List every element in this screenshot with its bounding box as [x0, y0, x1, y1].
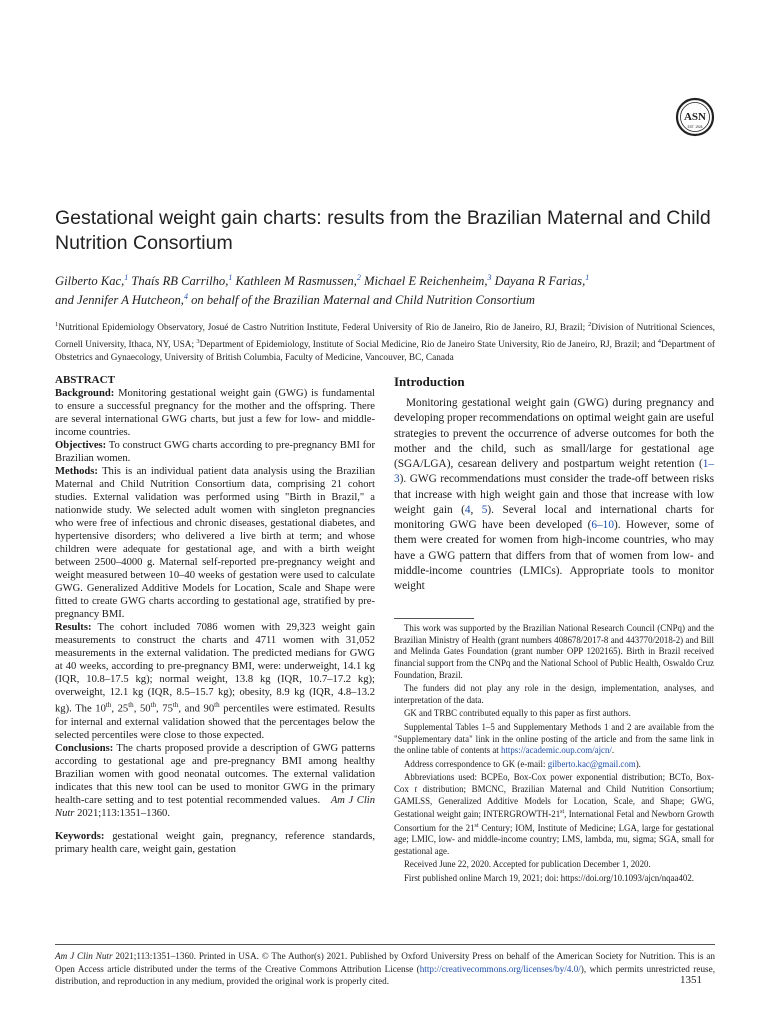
- reference-link[interactable]: 5: [481, 503, 488, 516]
- supplemental-note: Supplemental Tables 1–5 and Supplementary Methods 1 and 2 are available from the "Supplementary data" link in the online posting of the article and from the same link in the online table of contents at https://academic.oup.com/ajcn/.: [394, 722, 714, 756]
- footer-journal: Am J Clin Nutr: [55, 951, 113, 961]
- author-affiliation-ref[interactable]: 1: [228, 273, 233, 282]
- affiliation-text: Department of Epidemiology, Institute of Social Medicine, Rio de Janeiro State University, Rio de Janeiro, RJ, Brazil; and: [199, 340, 658, 351]
- author-name[interactable]: Dayana R Farias,: [494, 274, 586, 289]
- email-link[interactable]: gilberto.kac@gmail.com: [547, 758, 636, 769]
- affiliations: $^1$Nutritional Epidemiology Observatory, Josué de Castro Nutrition Institute, Federal University of Rio de Janeiro, Rio de Janeiro, RJ, Brazil; $^2$Division of Nutritional Sciences, Cornell University, Ithaca, NY, USA; $^3$Department of Epidemiology, Institute of Social Medicine, Rio de Janeiro State University, Rio de Janeiro, RJ, Brazil; and $^4$Department of Obstetrics and Gynaecology, University of British Columbia, Faculty of Medicine, Vancouver, BC, Canada: [55, 321, 716, 364]
- funding-note: This work was supported by the Brazilian National Research Council (CNPq) and the Brazilian Ministry of Health (grant numbers 408678/2017-8 and 443770/2018-2) and Bill and Melinda Gates Foundation (grant number OPP 1202165). Birth in Brazil received financial support from the CNPq and the National School of Public Health, Oswaldo Cruz Foundation, Brazil.: [394, 623, 714, 680]
- abstract-results: Results: The cohort included 7086 women with 29,323 weight gain measurements to construct the charts and 4711 women with 31,052 measurements in the external validation. The predicted medians for GWG at 40 weeks, according to pre-pregnancy BMI, were: underweight, 14.1 kg (IQR, 10.8–17.5 kg); normal weight, 13.8 kg (IQR, 10.7–17.2 kg); overweight, 12.1 kg (IQR, 8.5–15.7 kg); obesity, 8.9 kg (IQR, 4.8–13.2 kg). The 10th, 25th, 50th, 75th, and 90th percentiles were estimated. Results for internal and external validation showed that the percentages below the selected percentiles were close to those expected.: [55, 622, 376, 741]
- copyright-footer: Am J Clin Nutr 2021;113:1351–1360. Printed in USA. © The Author(s) 2021. Published by Oxford University Press on behalf of the American Society for Nutrition. This is an Open Access article distributed under the terms of the Creative Commons Attribution License (http://creativecommons.org/licenses/by/4.0/), which permits unrestricted reuse, distribution, and reproduction in any medium, provided the original work is properly cited.: [55, 951, 715, 986]
- author-name[interactable]: Gilberto Kac,: [55, 274, 125, 289]
- abstract-background: Background: Monitoring gestational weight gain (GWG) is fundamental to ensure a successful pregnancy for the mother and the offspring. There are several international GWG charts, but just a few for low- and middle-income countries.: [55, 388, 375, 438]
- author-affiliation-ref[interactable]: 1: [124, 273, 129, 282]
- page-number: 1351: [680, 974, 702, 986]
- svg-text:EST. 1928: EST. 1928: [687, 125, 703, 129]
- article-title: Gestational weight gain charts: results from the Brazilian Maternal and Child Nutrition Consortium: [55, 207, 711, 254]
- abstract-methods: Methods: This is an individual patient data analysis using the Brazilian Maternal and Child Nutrition Consortium data, comprising 21 cohort studies. External validation was performed using "Birth in Brazil," a nationwide study. We selected adult women with singleton pregnancies who were free of infectious and chronic diseases, gestational diabetes, and hypertensive disorders; who delivered a live birth at term; and whose children were adequate for gestational age, and with a birth weight between 2500–4000 g. Maternal self-reported pre-pregnancy weight and weight measured between 10–40 weeks of gestation were used to calculate GWG. Generalized Additive Models for Location, Scale and Shape were fitted to create GWG charts according to gestational age, stratified by pre-pregnancy BMI.: [55, 466, 375, 620]
- introduction-body: Monitoring gestational weight gain (GWG) during pregnancy and developing proper recommendations on optimal weight gain are useful strategies to prevent the occurrence of adverse outcomes for both the mother and the child, such as small/large for gestational age (SGA/LGA), cesarean delivery and postpartum weight retention (1–3). GWG recommendations must consider the trade-off between risks that increase with high weight gain and those that increase with low weight gain (4, 5). Several local and international charts for monitoring GWG have been developed (6–10). However, some of them were created for women from high-income countries, who may have a GWG pattern that differs from that of women from low- and middle-income countries (LMICs). Appropriate tools to monitor weight: [394, 397, 714, 592]
- author-list: [55, 270, 720, 308]
- published-note: First published online March 19, 2021; doi: https://doi.org/10.1093/ajcn/nqaa402.: [404, 873, 694, 884]
- author-name[interactable]: Michael E Reichenheim,: [364, 274, 488, 289]
- author-affiliation-ref[interactable]: 1: [585, 273, 590, 282]
- abstract-column: [55, 374, 375, 856]
- affiliation-text: Department of Obstetrics and Gynaecology, University of British Columbia, Faculty of Medicine, Vancouver, BC, Canada: [55, 340, 715, 364]
- equal-contribution-note: GK and TRBC contributed equally to this paper as first authors.: [404, 708, 631, 719]
- reference-link[interactable]: 4: [464, 503, 471, 516]
- introduction-heading: Introduction: [394, 374, 465, 389]
- reference-link[interactable]: 6–10: [591, 519, 614, 531]
- received-note: Received June 22, 2020. Accepted for publication December 1, 2020.: [404, 859, 651, 870]
- author-name[interactable]: and Jennifer A Hutcheon,: [55, 293, 184, 308]
- abstract-objectives: Objectives: To construct GWG charts according to pre-pregnancy BMI for Brazilian women.: [55, 440, 375, 464]
- supplemental-link[interactable]: https://academic.oup.com/ajcn/: [500, 745, 612, 756]
- affiliation-text: Division of Nutritional Sciences, Cornell University, Ithaca, NY, USA;: [55, 323, 716, 351]
- author-affiliation-ref[interactable]: 2: [356, 273, 361, 282]
- affiliation-text: Nutritional Epidemiology Observatory, Josué de Castro Nutrition Institute, Federal University of Rio de Janeiro, Rio de Janeiro, RJ, Brazil;: [58, 323, 588, 334]
- funders-role-note: The funders did not play any role in the design, implementation, analyses, and interpretation of the data.: [394, 683, 714, 705]
- introduction-column: [394, 374, 714, 887]
- author-name[interactable]: Kathleen M Rasmussen,: [235, 274, 357, 289]
- reference-link[interactable]: 1–3: [394, 458, 714, 486]
- footnote-divider: [394, 618, 474, 619]
- author-affiliation-ref[interactable]: 4: [183, 292, 188, 302]
- abstract-conclusions: Conclusions: The charts proposed provide a description of GWG patterns according to gestational age and pre-pregnancy BMI among healthy Brazilian women with good neonatal outcomes. The external validation indicates that this new tool can be used to monitor GWG in the primary health-care setting and to test potential recommended values. Am J Clin Nutr 2021;113:1351–1360.: [55, 742, 375, 819]
- abbreviations-note: Abbreviations used: BCPEo, Box-Cox power exponential distribution; BCTo, Box-Cox t distribution; BMCNC, Brazilian Maternal and Child Nutrition Consortium; GAMLSS, Generalized Additive Models for Location, Scale, and Shape; GWG, Gestational weight gain; INTERGROWTH-21st, International Fetal and Newborn Growth Consortium for the 21st Century; IOM, Institute of Medicine; LGA, large for gestational age; LMIC, low- and middle-income country; LMS, lambda, mu, sigma; SGA, small for gestational age.: [394, 772, 714, 856]
- journal-citation: Am J Clin Nutr: [55, 794, 375, 819]
- svg-text:ASN: ASN: [683, 111, 707, 123]
- asn-logo: [675, 96, 715, 140]
- author-affiliation-ref[interactable]: 3: [487, 273, 492, 282]
- license-link[interactable]: http://creativecommons.org/licenses/by/4.0/: [419, 963, 581, 974]
- abstract-heading: ABSTRACT: [55, 374, 115, 386]
- footer-divider: [55, 944, 715, 945]
- abstract-keywords: Keywords: gestational weight gain, pregnancy, reference standards, primary health care, weight gain, gestation: [55, 830, 375, 855]
- correspondence-note: Address correspondence to GK (e-mail: gilberto.kac@gmail.com).: [404, 758, 641, 769]
- asn-seal-icon: [675, 96, 715, 140]
- author-name[interactable]: Thaís RB Carrilho,: [131, 274, 229, 289]
- article-notes: [394, 623, 714, 884]
- consortium-note: on behalf of the Brazilian Maternal and Child Nutrition Consortium: [191, 293, 536, 308]
